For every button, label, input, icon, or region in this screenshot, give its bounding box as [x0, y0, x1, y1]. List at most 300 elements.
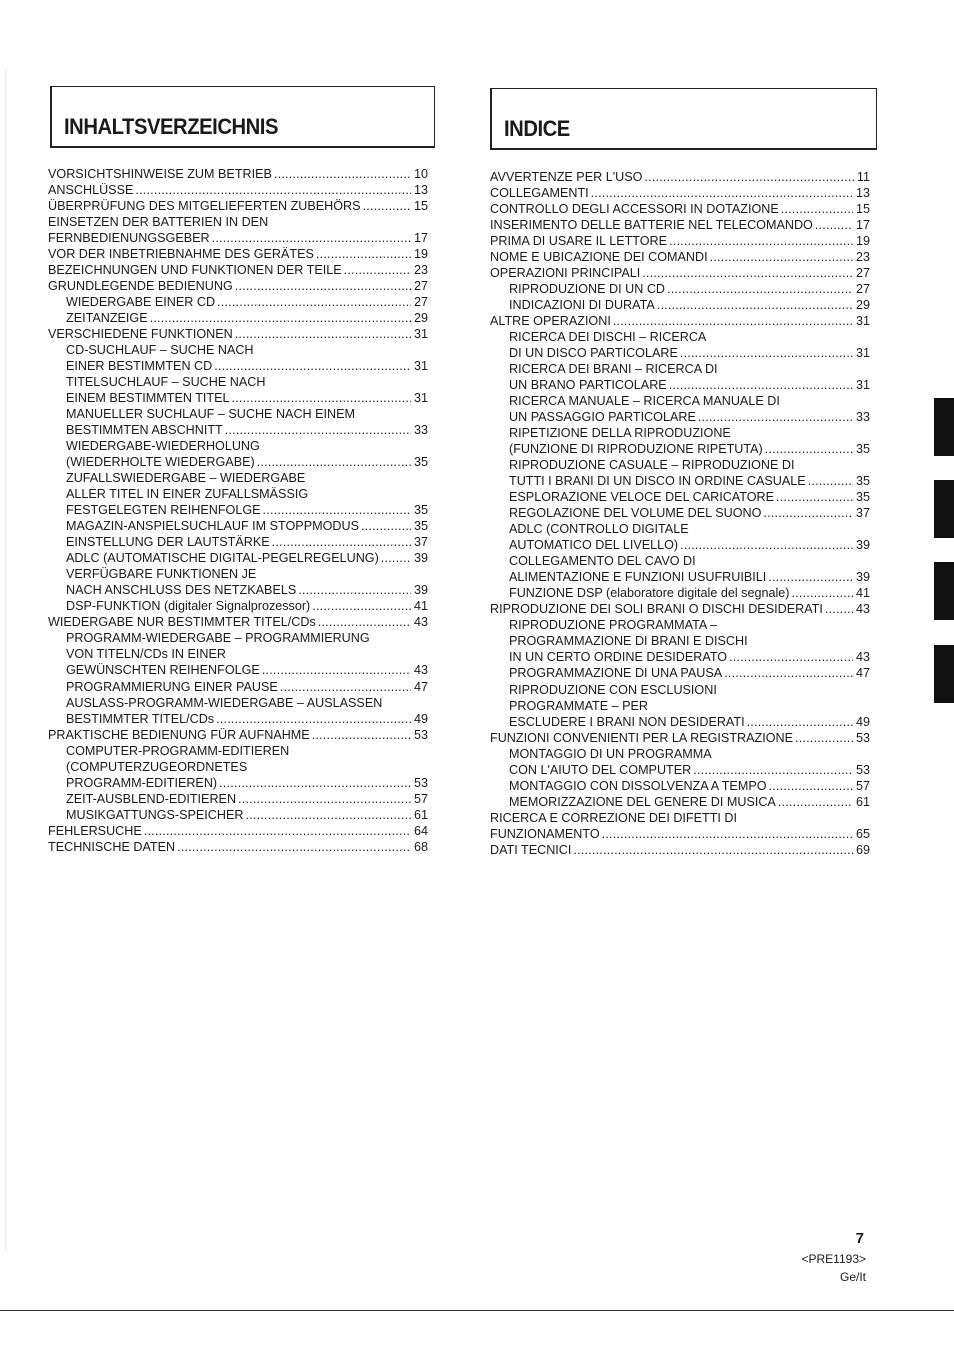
toc-entry-label: COLLEGAMENTO DEL CAVO DI	[509, 554, 696, 569]
toc-entry-page: 13	[855, 186, 870, 201]
toc-leader-dots	[642, 265, 853, 281]
toc-entry-label: ESPLORAZIONE VELOCE DEL CARICATORE	[509, 490, 775, 505]
toc-entry-label: INDICAZIONI DI DURATA	[509, 298, 655, 313]
toc-leader-dots	[235, 326, 411, 342]
toc-entry-label: VERFÜGBARE FUNKTIONEN JE	[66, 567, 257, 582]
toc-entry-label: CON L'AIUTO DEL COMPUTER	[509, 762, 692, 777]
toc-entry	[48, 839, 428, 855]
toc-leader-dots	[825, 601, 853, 617]
toc-entry	[490, 698, 870, 714]
toc-entry-page: 29	[413, 311, 428, 326]
document-code: <PRE1193>	[801, 1252, 866, 1266]
toc-entry-label: MONTAGGIO DI UN PROGRAMMA	[509, 746, 712, 761]
toc-leader-dots	[298, 582, 411, 598]
toc-entry-label: WIEDERGABE-WIEDERHOLUNG	[66, 439, 260, 454]
toc-leader-dots	[669, 233, 853, 249]
toc-entry	[48, 566, 428, 582]
toc-entry-label: AUTOMATICO DEL LIVELLO)	[509, 538, 679, 553]
toc-leader-dots	[225, 422, 411, 438]
toc-entry-page: 27	[413, 279, 428, 294]
toc-entry-page: 31	[855, 346, 870, 361]
toc-entry	[490, 714, 870, 730]
toc-entry-label: AUSLASS-PROGRAMM-WIEDERGABE – AUSLASSEN	[66, 695, 383, 710]
toc-entry-page: 15	[413, 199, 428, 214]
toc-entry-label: FESTGELEGTEN REIHENFOLGE	[66, 503, 261, 518]
toc-entry	[490, 553, 870, 569]
toc-entry-label: MEMORIZZAZIONE DEL GENERE DI MUSICA	[509, 794, 776, 809]
toc-entry-label: PRIMA DI USARE IL LETTORE	[490, 234, 668, 249]
toc-entry-label: (WIEDERHOLTE WIEDERGABE)	[66, 455, 255, 470]
toc-entry-page: 13	[413, 183, 428, 198]
toc-entry-label: COLLEGAMENTI	[490, 186, 589, 201]
toc-leader-dots	[613, 313, 853, 329]
toc-entry	[490, 281, 870, 297]
toc-entry-label: ADLC (CONTROLLO DIGITALE	[509, 522, 689, 537]
toc-entry	[48, 390, 428, 406]
toc-entry-label: FUNZIONAMENTO	[490, 826, 600, 841]
toc-entry-label: DI UN DISCO PARTICOLARE	[509, 346, 678, 361]
toc-entry	[48, 727, 428, 743]
toc-entry-label: RICERCA DEI DISCHI – RICERCA	[509, 330, 707, 345]
toc-entry-label: ALLER TITEL IN EINER ZUFALLSMÄSSIG	[66, 487, 309, 502]
toc-entry-page: 31	[413, 391, 428, 406]
toc-entry	[48, 230, 428, 246]
toc-entry-page: 39	[413, 551, 428, 566]
toc-leader-dots	[747, 714, 853, 730]
toc-entry-label: WIEDERGABE EINER CD	[66, 295, 216, 310]
toc-entry-label: MAGAZIN-ANSPIELSUCHLAUF IM STOPPMODUS	[66, 519, 359, 534]
toc-entry-label: RICERCA E CORREZIONE DEI DIFETTI DI	[490, 810, 737, 825]
toc-entry	[48, 775, 428, 791]
toc-entry-page: 35	[413, 455, 428, 470]
toc-entry	[490, 649, 870, 665]
toc-entry	[490, 393, 870, 409]
section-tab	[934, 562, 954, 620]
toc-entry-page: 39	[855, 538, 870, 553]
section-title-it: INDICE	[504, 116, 570, 141]
toc-entry	[490, 377, 870, 393]
toc-entry-label: FERNBEDIENUNGSGEBER	[48, 231, 210, 246]
bottom-rule	[0, 1310, 954, 1311]
toc-entry-label: ADLC (AUTOMATISCHE DIGITAL-PEGELREGELUNG)	[66, 551, 379, 566]
toc-entry-label: BEZEICHNUNGEN UND FUNKTIONEN DER TEILE	[48, 263, 342, 278]
toc-entry-label: FEHLERSUCHE	[48, 823, 142, 838]
toc-leader-dots	[763, 505, 853, 521]
toc-entry-label: ALIMENTAZIONE E FUNZIONI USUFRUIBILI	[509, 570, 767, 585]
toc-entry	[490, 185, 870, 201]
toc-entry-page: 23	[413, 263, 428, 278]
toc-entry	[48, 791, 428, 807]
toc-leader-dots	[150, 310, 411, 326]
toc-entry-page: 43	[413, 615, 428, 630]
toc-entry	[48, 406, 428, 422]
toc-entry-label: TUTTI I BRANI DI UN DISCO IN ORDINE CASUALE	[509, 474, 806, 489]
toc-entry-page: 31	[413, 327, 428, 342]
toc-leader-dots	[657, 297, 853, 313]
margin-line	[5, 70, 6, 1250]
toc-entry-label: UN BRANO PARTICOLARE	[509, 378, 667, 393]
toc-entry	[490, 201, 870, 217]
toc-leader-dots	[776, 489, 853, 505]
toc-entry-label: NACH ANSCHLUSS DES NETZKABELS	[66, 583, 297, 598]
toc-entry-page: 15	[855, 202, 870, 217]
page-number: 7	[855, 1230, 864, 1247]
toc-entry-label: RIPRODUZIONE DEI SOLI BRANI O DISCHI DESIDERATI	[490, 602, 823, 617]
toc-entry	[490, 633, 870, 649]
toc-entry-page: 35	[855, 442, 870, 457]
toc-entry	[48, 534, 428, 550]
toc-entry-label: BESTIMMTEN ABSCHNITT	[66, 423, 223, 438]
toc-entry-page: 33	[413, 423, 428, 438]
toc-entry	[490, 585, 870, 601]
toc-entry-label: UN PASSAGGIO PARTICOLARE	[509, 410, 696, 425]
toc-entry	[48, 743, 428, 759]
toc-leader-dots	[808, 473, 853, 489]
toc-it	[490, 169, 870, 858]
toc-entry-label: MUSIKGATTUNGS-SPEICHER	[66, 807, 244, 822]
toc-entry-label: ANSCHLÜSSE	[48, 183, 134, 198]
toc-entry-page: 17	[855, 218, 870, 233]
toc-entry	[490, 425, 870, 441]
toc-entry-page: 53	[413, 727, 428, 742]
toc-entry	[490, 217, 870, 233]
toc-entry	[48, 310, 428, 326]
toc-entry-label: ZUFALLSWIEDERGABE – WIEDERGABE	[66, 471, 306, 486]
toc-entry	[490, 569, 870, 585]
toc-leader-dots	[135, 182, 411, 198]
toc-entry-label: IN UN CERTO ORDINE DESIDERATO	[509, 650, 728, 665]
toc-entry-label: CD-SUCHLAUF – SUCHE NACH	[66, 343, 254, 358]
toc-entry-page: 57	[855, 778, 870, 793]
toc-entry-page: 11	[856, 170, 870, 184]
toc-entry	[490, 297, 870, 313]
toc-entry-label: AVVERTENZE PER L'USO	[490, 170, 643, 184]
toc-leader-dots	[781, 201, 853, 217]
toc-leader-dots	[680, 537, 853, 553]
toc-entry	[48, 326, 428, 342]
toc-entry-label: MONTAGGIO CON DISSOLVENZA A TEMPO	[509, 778, 767, 793]
toc-entry	[48, 454, 428, 470]
toc-entry	[490, 778, 870, 794]
toc-entry-page: 35	[413, 503, 428, 518]
toc-leader-dots	[257, 454, 411, 470]
heading-box-it	[490, 88, 877, 150]
toc-entry-page: 53	[855, 730, 870, 745]
toc-entry-page: 43	[413, 663, 428, 678]
toc-entry-label: EINSETZEN DER BATTERIEN IN DEN	[48, 215, 269, 230]
toc-entry	[490, 537, 870, 553]
toc-entry-label: RICERCA DEI BRANI – RICERCA DI	[509, 362, 718, 377]
toc-entry-label: CONTROLLO DEGLI ACCESSORI IN DOTAZIONE	[490, 202, 779, 217]
toc-leader-dots	[778, 794, 853, 810]
toc-entry	[48, 278, 428, 294]
toc-entry-page: 27	[855, 282, 870, 297]
toc-entry	[48, 358, 428, 374]
toc-entry-page: 47	[413, 679, 428, 694]
toc-entry-label: RIPETIZIONE DELLA RIPRODUZIONE	[509, 426, 731, 441]
toc-entry	[490, 345, 870, 361]
section-title-de: INHALTSVERZEICHNIS	[64, 114, 279, 139]
toc-entry-label: DSP-FUNKTION (digitaler Signalprozessor)	[66, 599, 311, 614]
toc-entry	[490, 601, 870, 617]
toc-entry-label: RIPRODUZIONE PROGRAMMATA –	[509, 618, 718, 633]
toc-entry-label: COMPUTER-PROGRAMM-EDITIEREN	[66, 743, 290, 758]
toc-entry-label: TITELSUCHLAUF – SUCHE NACH	[66, 375, 266, 390]
toc-entry	[490, 794, 870, 810]
toc-entry-label: (COMPUTERZUGEORDNETES	[66, 759, 248, 774]
toc-entry-page: 61	[855, 794, 870, 809]
toc-entry-label: GRUNDLEGENDE BEDIENUNG	[48, 279, 233, 294]
toc-entry	[490, 473, 870, 489]
toc-entry	[48, 262, 428, 278]
toc-entry	[48, 342, 428, 358]
toc-entry	[490, 746, 870, 762]
toc-entry-label: RIPRODUZIONE DI UN CD	[509, 282, 666, 297]
toc-leader-dots	[698, 409, 853, 425]
toc-leader-dots	[274, 166, 411, 182]
toc-entry-page: 35	[413, 519, 428, 534]
toc-entry	[48, 502, 428, 518]
toc-entry-label: RIPRODUZIONE CON ESCLUSIONI	[509, 682, 717, 697]
toc-entry-page: 39	[855, 570, 870, 585]
toc-entry-page: 53	[413, 775, 428, 790]
toc-entry	[48, 679, 428, 695]
toc-entry	[490, 762, 870, 778]
toc-entry-page: 37	[413, 535, 428, 550]
toc-entry	[48, 823, 428, 839]
toc-leader-dots	[344, 262, 411, 278]
toc-entry	[490, 842, 870, 858]
toc-entry	[490, 489, 870, 505]
toc-entry	[490, 169, 870, 185]
toc-leader-dots	[724, 665, 853, 681]
toc-leader-dots	[791, 585, 853, 601]
toc-leader-dots	[316, 246, 411, 262]
toc-entry-label: ALTRE OPERAZIONI	[490, 314, 611, 329]
toc-entry-label: WIEDERGABE NUR BESTIMMTER TITEL/CDs	[48, 615, 316, 630]
toc-leader-dots	[246, 807, 411, 823]
toc-entry	[48, 550, 428, 566]
toc-entry-label: EINSTELLUNG DER LAUTSTÄRKE	[66, 535, 270, 550]
toc-entry-page: 57	[413, 791, 428, 806]
toc-entry	[490, 617, 870, 633]
toc-entry-page: 35	[855, 474, 870, 489]
toc-leader-dots	[144, 823, 411, 839]
toc-entry-page: 69	[855, 842, 870, 857]
toc-entry-page: 49	[413, 711, 428, 726]
toc-entry-page: 10	[413, 167, 428, 181]
toc-leader-dots	[312, 727, 411, 743]
toc-leader-dots	[644, 169, 854, 185]
toc-leader-dots	[363, 198, 411, 214]
toc-leader-dots	[312, 598, 411, 614]
toc-entry-label: PRAKTISCHE BEDIENUNG FÜR AUFNAHME	[48, 727, 310, 742]
toc-entry	[48, 198, 428, 214]
toc-entry	[48, 470, 428, 486]
toc-entry	[490, 409, 870, 425]
toc-entry	[48, 614, 428, 630]
toc-leader-dots	[381, 550, 411, 566]
toc-leader-dots	[232, 390, 411, 406]
toc-entry	[490, 505, 870, 521]
section-tab	[934, 480, 954, 538]
toc-entry	[490, 233, 870, 249]
toc-leader-dots	[280, 679, 411, 695]
toc-entry-page: 23	[855, 250, 870, 265]
toc-entry-label: VON TITELN/CDs IN EINER	[66, 647, 227, 662]
toc-entry	[48, 214, 428, 230]
toc-entry-label: PROGRAMMATE – PER	[509, 698, 649, 713]
toc-entry	[48, 695, 428, 711]
toc-entry	[490, 329, 870, 345]
toc-entry	[490, 361, 870, 377]
toc-entry-label: TECHNISCHE DATEN	[48, 839, 176, 854]
section-tab	[934, 645, 954, 703]
toc-entry-label: VORSICHTSHINWEISE ZUM BETRIEB	[48, 167, 272, 181]
toc-entry-label: DATI TECNICI	[490, 842, 572, 857]
toc-entry-label: ZEITANZEIGE	[66, 311, 148, 326]
toc-entry-label: OPERAZIONI PRINCIPALI	[490, 266, 641, 281]
toc-entry-label: PROGRAMMAZIONE DI BRANI E DISCHI	[509, 634, 748, 649]
toc-leader-dots	[214, 358, 411, 374]
toc-leader-dots	[177, 839, 411, 855]
toc-entry	[490, 441, 870, 457]
toc-leader-dots	[573, 842, 853, 858]
toc-leader-dots	[795, 730, 853, 746]
toc-entry-page: 39	[413, 583, 428, 598]
toc-leader-dots	[765, 441, 853, 457]
toc-entry-page: 64	[413, 823, 428, 838]
toc-entry	[48, 182, 428, 198]
toc-entry-page: 49	[855, 714, 870, 729]
toc-entry-page: 19	[413, 247, 428, 262]
toc-entry	[490, 682, 870, 698]
toc-entry	[490, 665, 870, 681]
toc-entry-page: 41	[855, 586, 870, 601]
toc-leader-dots	[262, 662, 411, 678]
toc-entry-label: ZEIT-AUSBLEND-EDITIEREN	[66, 791, 237, 806]
toc-entry-label: ÜBERPRÜFUNG DES MITGELIEFERTEN ZUBEHÖRS	[48, 199, 361, 214]
toc-entry-page: 43	[855, 650, 870, 665]
toc-leader-dots	[693, 762, 853, 778]
language-code: Ge/It	[839, 1270, 866, 1284]
toc-entry-page: 27	[855, 266, 870, 281]
toc-entry-label: EINEM BESTIMMTEN TITEL	[66, 391, 230, 406]
toc-entry-label: PROGRAMMIERUNG EINER PAUSE	[66, 679, 278, 694]
toc-entry-page: 31	[413, 359, 428, 374]
toc-entry-page: 29	[855, 298, 870, 313]
toc-entry-label: (FUNZIONE DI RIPRODUZIONE RIPETUTA)	[509, 442, 763, 457]
toc-entry	[490, 313, 870, 329]
toc-entry-page: 65	[855, 826, 870, 841]
toc-de	[48, 166, 428, 855]
toc-entry	[48, 518, 428, 534]
toc-entry-page: 68	[413, 839, 428, 854]
toc-entry-page: 31	[855, 378, 870, 393]
toc-entry	[490, 521, 870, 537]
toc-entry	[48, 807, 428, 823]
toc-entry-page: 37	[855, 506, 870, 521]
toc-entry	[490, 457, 870, 473]
toc-leader-dots	[318, 614, 411, 630]
toc-entry	[48, 759, 428, 775]
toc-leader-dots	[238, 791, 411, 807]
toc-entry	[48, 166, 428, 182]
toc-entry-label: NOME E UBICAZIONE DEI COMANDI	[490, 250, 708, 265]
toc-leader-dots	[263, 502, 411, 518]
toc-entry-page: 19	[855, 234, 870, 249]
toc-entry-label: RICERCA MANUALE – RICERCA MANUALE DI	[509, 394, 780, 409]
toc-entry	[48, 438, 428, 454]
toc-entry-label: MANUELLER SUCHLAUF – SUCHE NACH EINEM	[66, 407, 356, 422]
toc-entry-label: PROGRAMM-EDITIEREN)	[66, 775, 218, 790]
toc-entry	[48, 662, 428, 678]
toc-leader-dots	[710, 249, 853, 265]
toc-entry-label: FUNZIONE DSP (elaboratore digitale del segnale)	[509, 586, 790, 601]
toc-leader-dots	[591, 185, 853, 201]
toc-entry	[48, 582, 428, 598]
toc-entry-label: INSERIMENTO DELLE BATTERIE NEL TELECOMANDO	[490, 218, 813, 233]
toc-leader-dots	[272, 534, 411, 550]
toc-entry-page: 61	[413, 807, 428, 822]
toc-leader-dots	[217, 294, 411, 310]
toc-leader-dots	[602, 826, 853, 842]
toc-entry-page: 17	[413, 231, 428, 246]
toc-leader-dots	[769, 778, 853, 794]
toc-leader-dots	[669, 377, 853, 393]
toc-entry-page: 31	[855, 314, 870, 329]
toc-leader-dots	[212, 230, 411, 246]
toc-leader-dots	[729, 649, 853, 665]
toc-entry-page: 33	[855, 410, 870, 425]
toc-entry-label: RIPRODUZIONE CASUALE – RIPRODUZIONE DI	[509, 458, 795, 473]
toc-entry	[490, 730, 870, 746]
toc-entry	[48, 630, 428, 646]
toc-entry-page: 43	[855, 602, 870, 617]
toc-leader-dots	[667, 281, 853, 297]
toc-entry-page: 47	[855, 666, 870, 681]
toc-leader-dots	[815, 217, 853, 233]
toc-leader-dots	[768, 569, 853, 585]
toc-entry-label: PROGRAMMAZIONE DI UNA PAUSA	[509, 666, 723, 681]
toc-entry	[48, 374, 428, 390]
toc-entry-label: GEWÜNSCHTEN REIHENFOLGE	[66, 663, 260, 678]
toc-leader-dots	[361, 518, 411, 534]
toc-leader-dots	[680, 345, 853, 361]
section-tab	[934, 398, 954, 456]
toc-entry-page: 27	[413, 295, 428, 310]
toc-leader-dots	[235, 278, 411, 294]
toc-entry	[48, 246, 428, 262]
toc-leader-dots	[216, 711, 411, 727]
toc-entry	[48, 422, 428, 438]
toc-entry	[490, 265, 870, 281]
toc-entry	[48, 598, 428, 614]
toc-entry-page: 53	[855, 762, 870, 777]
toc-entry-label: FUNZIONI CONVENIENTI PER LA REGISTRAZIONE	[490, 730, 793, 745]
toc-entry	[48, 711, 428, 727]
toc-entry-page: 41	[413, 599, 428, 614]
toc-entry	[48, 646, 428, 662]
toc-entry-label: PROGRAMM-WIEDERGABE – PROGRAMMIERUNG	[66, 631, 370, 646]
toc-entry-label: REGOLAZIONE DEL VOLUME DEL SUONO	[509, 506, 762, 521]
toc-entry-label: ESCLUDERE I BRANI NON DESIDERATI	[509, 714, 745, 729]
toc-entry	[48, 486, 428, 502]
toc-entry	[490, 826, 870, 842]
toc-leader-dots	[219, 775, 411, 791]
toc-entry	[48, 294, 428, 310]
toc-entry-label: VERSCHIEDENE FUNKTIONEN	[48, 327, 233, 342]
